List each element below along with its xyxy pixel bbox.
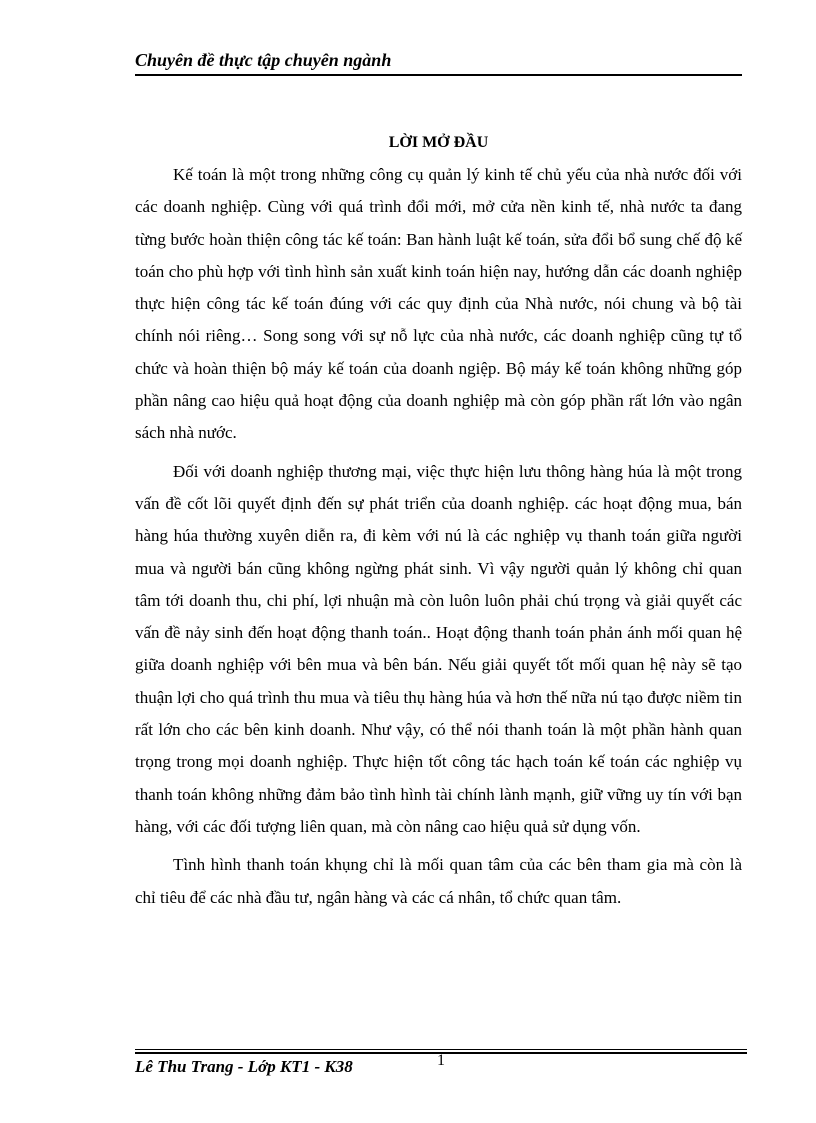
- footer-rule-thin: [135, 1049, 747, 1050]
- page-footer: [135, 1049, 747, 1081]
- paragraph-3: Tình hình thanh toán khụng chỉ là mối quan tâm của các bên tham gia mà còn là chỉ tiêu để các nhà đầu tư, ngân hàng và các cá nhân, tổ chức quan tâm.: [135, 855, 742, 907]
- footer-row: [135, 1052, 747, 1081]
- header-rule: [135, 74, 742, 76]
- paragraph-1: Kế toán là một trong những công cụ quản lý kinh tế chủ yếu của nhà nước đối với các doanh nghiệp. Cùng với quá trình đổi mới, mở cửa nền kinh tế, nhà nước ta đang từng bước hoàn thiện công tác kế toán: Ban hành luật kế toán, sửa đổi bổ sung chế độ kế toán cho phù hợp với tình hình sản xuất kinh toán hiện nay, hướng dẫn các doanh nghiệp thực hiện công tác kế toán đúng với các quy định của Nhà nước, nói chung và bộ tài chính nói riêng… Song song với sự nỗ lực của nhà nước, các doanh nghiệp cũng tự tổ chức và hoàn thiện bộ máy kế toán của doanh ngiệp. Bộ máy kế toán không những góp phần nâng cao hiệu quả hoạt động của doanh nghiệp mà còn góp phần rất lớn vào ngân sách nhà nước.: [135, 165, 742, 443]
- document-body: [135, 159, 742, 914]
- footer-author: Lê Thu Trang - Lớp KT1 - K38: [135, 1057, 353, 1076]
- page-header: [135, 48, 742, 76]
- document-title: LỜI MỞ ĐẦU: [388, 134, 489, 151]
- header-title: Chuyên đề thực tập chuyên ngành: [135, 50, 392, 70]
- page-number: 1: [437, 1052, 445, 1069]
- paragraph-2: Đối với doanh nghiệp thương mại, việc thực hiện lưu thông hàng húa là một trong vấn đề cốt lõi quyết định đến sự phát triển của doanh nghiệp. các hoạt động mua, bán hàng húa thường xuyên diễn ra, đi kèm với nú là các nghiệp vụ thanh toán giữa người mua và người bán cũng không ngừng phát sinh. Vì vậy người quản lý không chỉ quan tâm tới doanh thu, chi phí, lợi nhuận mà còn luôn luôn phải chú trọng và giải quyết các vấn đề nảy sinh đến hoạt động thanh toán.. Hoạt động thanh toán phản ánh mối quan hệ giữa doanh nghiệp với bên mua và bên bán. Nếu giải quyết tốt mối quan hệ này sẽ tạo thuận lợi cho quá trình thu mua và tiêu thụ hàng húa và hơn thế nữa nú tạo được niềm tin rất lớn cho các bên kinh doanh. Như vậy, có thể nói thanh toán là một phần hành quan trọng trong mọi doanh nghiệp. Thực hiện tốt công tác hạch toán kế toán các nghiệp vụ thanh toán không những đảm bảo tình hình tài chính lành mạnh, giữ vững uy tín với bạn hàng, với các đối tượng liên quan, mà còn nâng cao hiệu quả sử dụng vốn.: [135, 461, 742, 836]
